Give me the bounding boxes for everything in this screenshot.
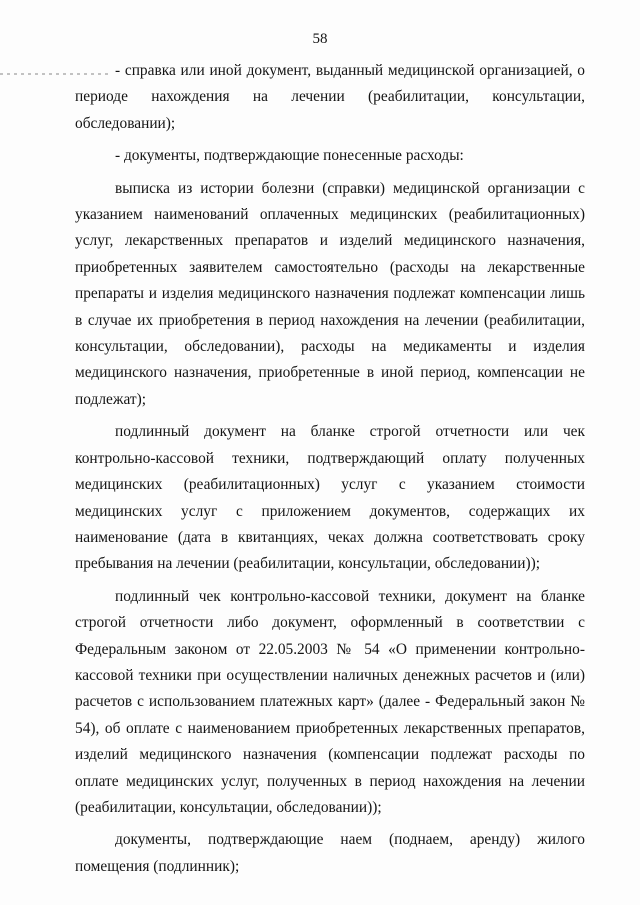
paragraph-expense-documents: - документы, подтверждающие понесенные расходы: <box>115 147 464 165</box>
paragraph-certificate: - справка или иной документ, выданный медицинской организацией, о периоде нахождения на лечении (реабилитации, консультации, обследовании); <box>75 62 585 132</box>
paragraph-cash-register-receipt: подлинный чек контрольно-кассовой техники, документ на бланке строгой отчетности либо документ, оформленный в соответствии с Федеральным законом от 22.05.2003 № 54 «О применении контрольно-кассовой техники при осуществлении наличных денежных расчетов и (или) расчетов с использованием платежных карт» (далее - Федеральный закон № 54), об оплате с наименованием приобретенных лекарственных препаратов, изделий медицинского назначения (компенсации подлежат расходы по оплате медицинских услуг, полученных в период нахождения на лечении (реабилитации, консультации, обследовании)); <box>75 587 585 816</box>
paragraph-medical-extract: выписка из истории болезни (справки) медицинской организации с указанием наименований оплаченных медицинских (реабилитационных) услуг, лекарственных препаратов и изделий медицинского назначения, приобретенных заявителем самостоятельно (расходы на лекарственные препараты и изделия медицинского назначения подлежат компенсации лишь в случае их приобретения в период нахождения на лечении (реабилитации, консультации, обследовании), расходы на медикаменты и изделия медицинского назначения, приобретенные в иной период, компенсации не подлежат); <box>75 179 585 408</box>
document-body <box>75 58 585 886</box>
paragraph-housing-rent: документы, подтверждающие наем (поднаем, аренду) жилого помещения (подлинник); <box>75 831 585 875</box>
paragraph-strict-reporting-form: подлинный документ на бланке строгой отчетности или чек контрольно-кассовой техники, подтверждающий оплату полученных медицинских (реабилитационных) услуг с указанием стоимости медицинских услуг с приложением документов, содержащих их наименование (дата в квитанциях, чеках должна соответствовать сроку пребывания на лечении (реабилитации, консультации, обследовании)); <box>75 423 585 573</box>
page-number: 58 <box>312 31 328 47</box>
